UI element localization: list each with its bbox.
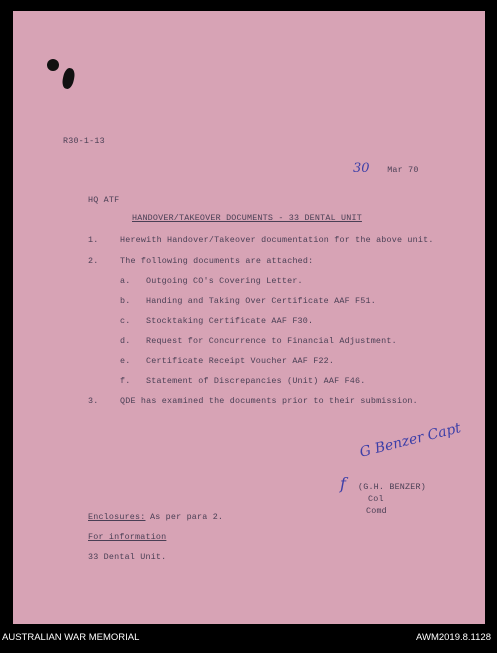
signature: G Benzer Capt [358, 420, 463, 461]
item-d-letter: d. [120, 336, 131, 346]
signatory-title: Comd [366, 506, 387, 516]
punch-hole [47, 59, 59, 71]
addressee: HQ ATF [88, 195, 120, 205]
enclosures-label: Enclosures: [88, 512, 146, 522]
info-unit: 33 Dental Unit. [88, 552, 167, 562]
punch-hole [61, 67, 76, 90]
info-label: For information [88, 532, 167, 542]
enclosures-text: As per para 2. [150, 512, 224, 522]
item-a-letter: a. [120, 276, 131, 286]
date-month-year: Mar 70 [387, 165, 419, 175]
date-day-handwritten: 30 [353, 161, 370, 176]
item-a-text: Outgoing CO's Covering Letter. [146, 276, 303, 286]
signatory-rank: Col [368, 494, 384, 504]
para-3-text: QDE has examined the documents prior to their submission. [120, 396, 418, 406]
item-d-text: Request for Concurrence to Financial Adjustment. [146, 336, 397, 346]
para-3-num: 3. [88, 396, 99, 406]
footer-accession-number: AWM2019.8.1128 [416, 632, 491, 643]
para-1-num: 1. [88, 235, 99, 245]
para-2-text: The following documents are attached: [120, 256, 314, 266]
item-e-text: Certificate Receipt Voucher AAF F22. [146, 356, 335, 366]
item-b-letter: b. [120, 296, 131, 306]
date-line [353, 158, 419, 177]
item-f-letter: f. [120, 376, 131, 386]
signatory-name: (G.H. BENZER) [358, 482, 426, 492]
item-e-letter: e. [120, 356, 131, 366]
item-c-letter: c. [120, 316, 131, 326]
item-f-text: Statement of Discrepancies (Unit) AAF F46. [146, 376, 366, 386]
para-2-num: 2. [88, 256, 99, 266]
footer-source: AUSTRALIAN WAR MEMORIAL [2, 632, 140, 643]
file-reference: R30-1-13 [63, 136, 105, 146]
subject-heading: HANDOVER/TAKEOVER DOCUMENTS - 33 DENTAL UNIT [132, 213, 362, 223]
signature-prefix: f [340, 474, 346, 493]
item-b-text: Handing and Taking Over Certificate AAF F51. [146, 296, 376, 306]
para-1-text: Herewith Handover/Takeover documentation for the above unit. [120, 235, 434, 245]
item-c-text: Stocktaking Certificate AAF F30. [146, 316, 314, 326]
